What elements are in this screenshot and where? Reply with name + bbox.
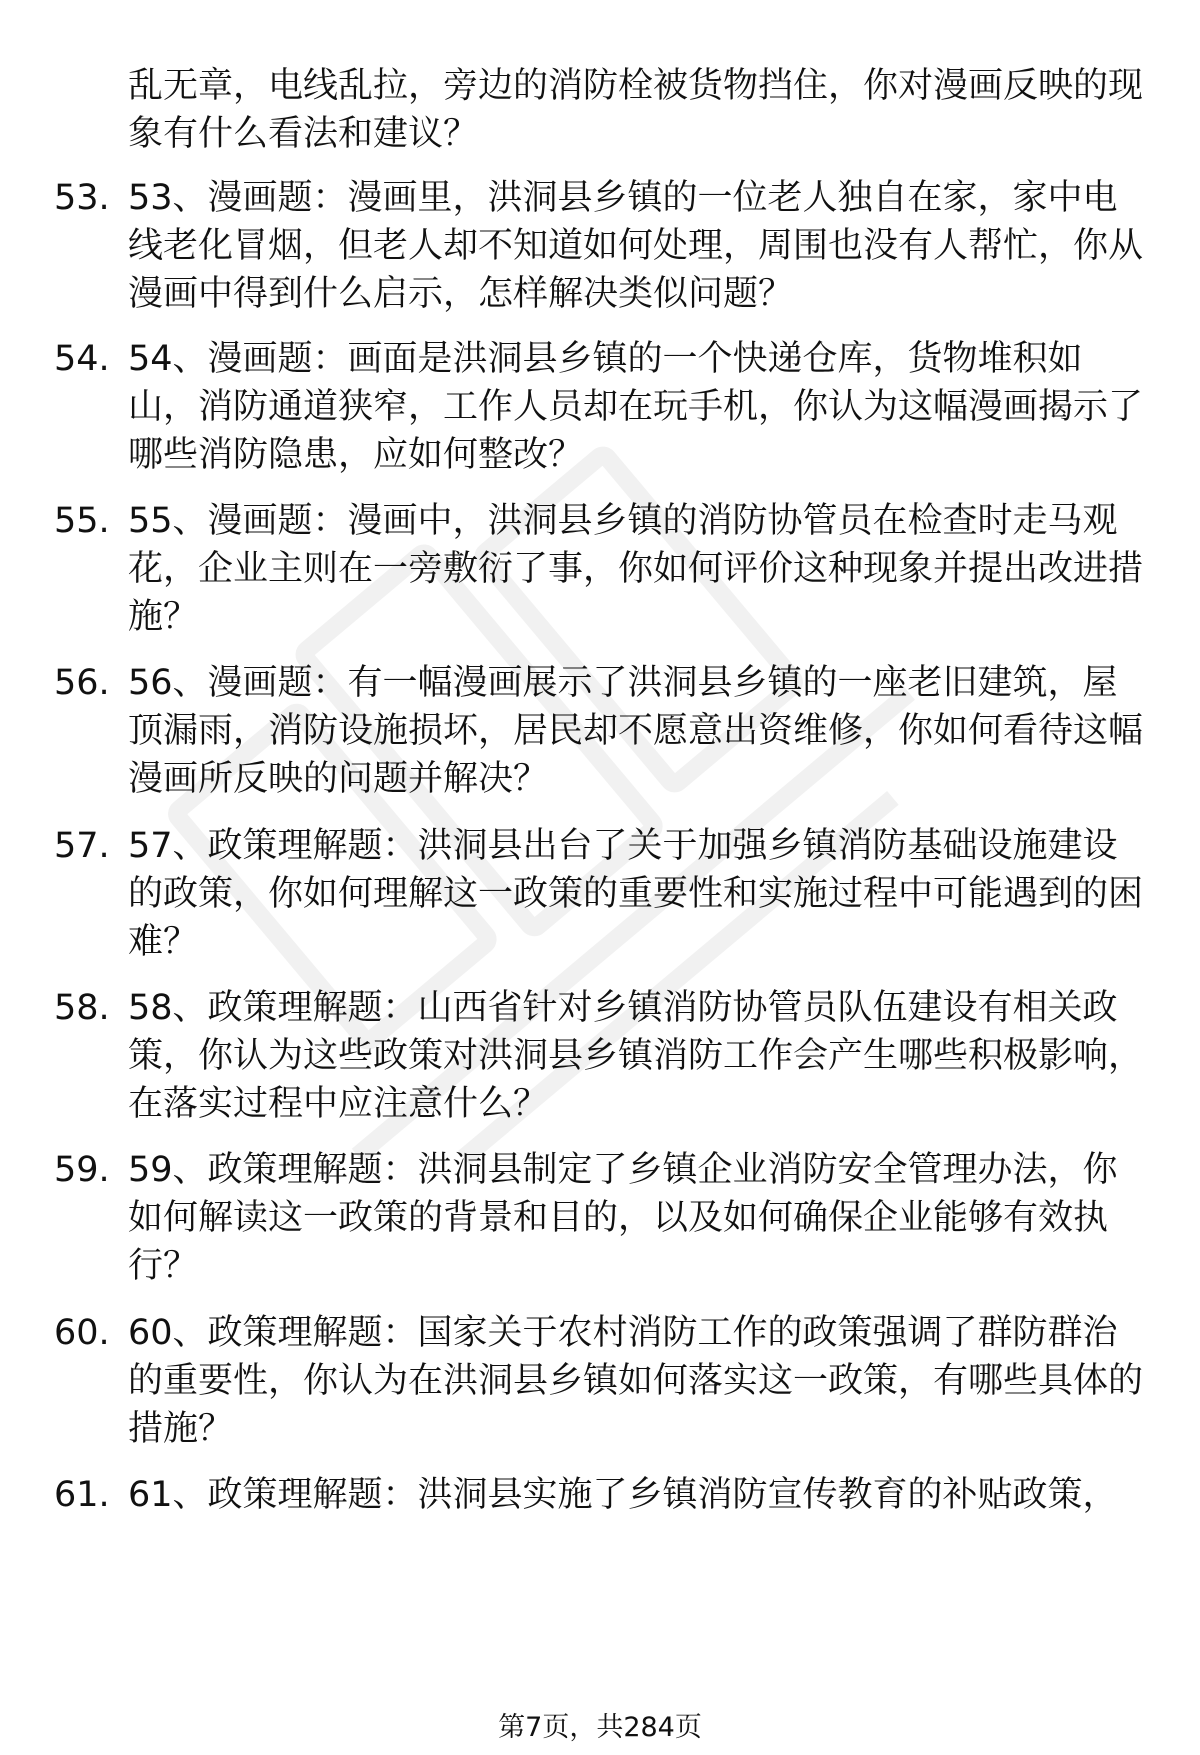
list-number: 56. xyxy=(54,663,110,703)
list-number: 60. xyxy=(54,1313,110,1353)
question-text: 57、政策理解题：洪洞县出台了关于加强乡镇消防基础设施建设的政策，你如何理解这一政策的重要性和实施过程中可能遇到的困难？ xyxy=(128,826,1144,962)
question-text: 58、政策理解题：山西省针对乡镇消防协管员队伍建设有相关政策，你认为这些政策对洪洞县乡镇消防工作会产生哪些积极影响，在落实过程中应注意什么？ xyxy=(128,988,1144,1124)
question-text: 54、漫画题：画面是洪洞县乡镇的一个快递仓库，货物堆积如山，消防通道狭窄，工作人员却在玩手机，你认为这幅漫画揭示了哪些消防隐患，应如何整改？ xyxy=(128,339,1144,475)
question-text: 61、政策理解题：洪洞县实施了乡镇消防宣传教育的补贴政策， xyxy=(128,1475,1118,1515)
question-continuation: 乱无章，电线乱拉，旁边的消防栓被货物挡住，你对漫画反映的现象有什么看法和建议？ xyxy=(128,66,1144,154)
question-text: 56、漫画题：有一幅漫画展示了洪洞县乡镇的一座老旧建筑，屋顶漏雨，消防设施损坏，居民却不愿意出资维修，你如何看待这幅漫画所反映的问题并解决？ xyxy=(128,663,1144,799)
list-number: 54. xyxy=(54,339,110,379)
question-text: 53、漫画题：漫画里，洪洞县乡镇的一位老人独自在家，家中电线老化冒烟，但老人却不知道如何处理，周围也没有人帮忙，你从漫画中得到什么启示，怎样解决类似问题？ xyxy=(128,178,1144,314)
page-number-footer: 第7页，共284页 xyxy=(498,1712,702,1743)
question-text: 55、漫画题：漫画中，洪洞县乡镇的消防协管员在检查时走马观花，企业主则在一旁敷衍了事，你如何评价这种现象并提出改进措施？ xyxy=(128,501,1144,637)
list-number: 55. xyxy=(54,501,110,541)
question-text: 60、政策理解题：国家关于农村消防工作的政策强调了群防群治的重要性，你认为在洪洞县乡镇如何落实这一政策，有哪些具体的措施？ xyxy=(128,1313,1144,1449)
list-number: 58. xyxy=(54,988,110,1028)
list-number: 57. xyxy=(54,826,110,866)
question-text: 59、政策理解题：洪洞县制定了乡镇企业消防安全管理办法，你如何解读这一政策的背景和目的，以及如何确保企业能够有效执行？ xyxy=(128,1150,1118,1286)
list-number: 59. xyxy=(54,1150,110,1190)
list-number: 53. xyxy=(54,178,110,218)
list-number: 61. xyxy=(54,1475,110,1515)
